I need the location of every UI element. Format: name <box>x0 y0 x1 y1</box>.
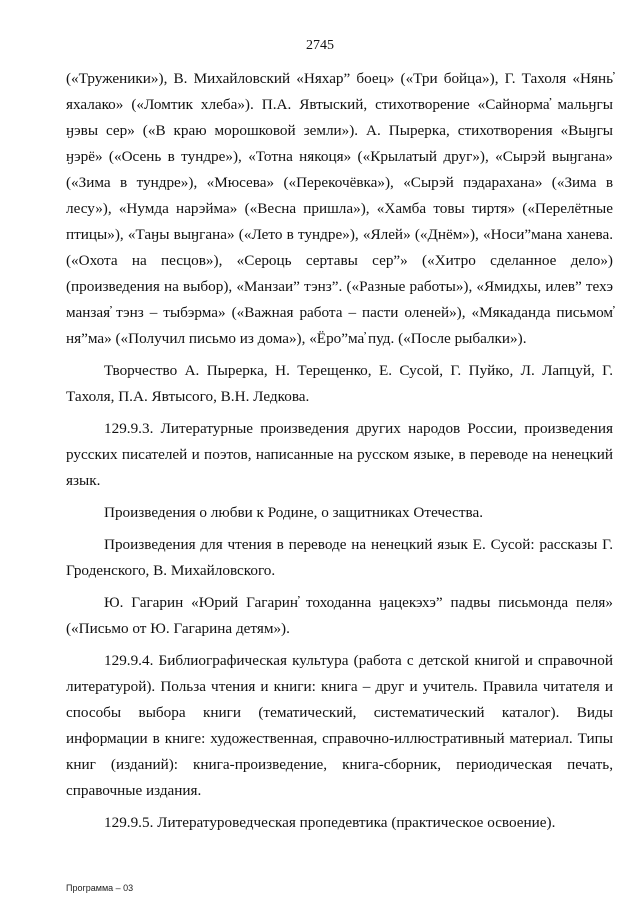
paragraph-homeland: Произведения о любви к Родине, о защитниках Отечества. <box>104 504 484 521</box>
paragraph-works-list: («Труженики»), В. Михайловский «Няхар” боец» («Три бойца»), Г. Тахоля «Нянь̕ яхалако» («Ломтик хлеба»). П.А. Явтыский, стихотворение «Сайнорма̕ мальӈгы ӈэвы сер» («В краю морошковой земли»). А. Пыреркa, стихотворения «Выӈгы ӈэрё» («Осень в тундре»), «Тотна някоця» («Крылатый друг»), «Сырэй выӈгана» («Зима в тундре»), «Мюсева» («Перекочёвка»), «Сырэй пэдарахана» («Зима в лесу»), «Нумда нарэйма» («Весна пришла»), «Хамба товы тиртя» («Перелётные птицы»), «Таӈы выӈгана» («Лето в тундре»), «Ялей» («Днём»), «Носи”мана ханева. («Охота на песцов»), «Сероць сертавы сер”» («Хитро сделанное дело») (произведения на выбор), «Манзаи” тэнз”. («Разные работы»), «Ямидхы, илев” техэ манзая̕ тэнз – тыбэрма» («Важная работа – пасти оленей»), «Мякаданда письмом̕ ня”ма» («Получил письмо из дома»), «Ёро”ма̕ пуд. («После рыбалки»). <box>66 70 613 347</box>
paragraph-section-129-9-5: 129.9.5. Литературоведческая пропедевтика (практическое освоение). <box>104 814 556 831</box>
paragraph-translations: Произведения для чтения в переводе на ненецкий язык Е. Сусой: рассказы Г. Гроденского, В. Михайловского. <box>66 536 613 579</box>
paragraph-section-129-9-4: 129.9.4. Библиографическая культура (работа с детской книгой и справочной литературой). Польза чтения и книги: книга – друг и учитель. Правила читателя и способы выбора книги (тематический, систематический каталог). Виды информации в книге: художественная, справочно-иллюстративный материал. Типы книг (изданий): книга-произведение, книга-сборник, периодическая печать, справочные издания. <box>66 652 613 799</box>
page-number: 2745 <box>306 38 334 53</box>
paragraph-section-129-9-3: 129.9.3. Литературные произведения других народов России, произведения русских писателей и поэтов, написанные на русском языке, в переводе на ненецкий язык. <box>66 420 613 489</box>
document-body <box>66 66 613 842</box>
paragraph-authors: Творчество А. Пыреркa, Н. Терещенко, Е. Сусой, Г. Пуйко, Л. Лапцуй, Г. Тахоля, П.А. Явтысого, В.Н. Ледкова. <box>66 362 613 405</box>
paragraph-gagarin: Ю. Гагарин «Юрий Гагарин̕ тоходанна ӈацекэхэ” падвы письмонда пеля» («Письмо от Ю. Гагарина детям»). <box>66 594 613 637</box>
page-footer: Программа – 03 <box>66 883 134 893</box>
